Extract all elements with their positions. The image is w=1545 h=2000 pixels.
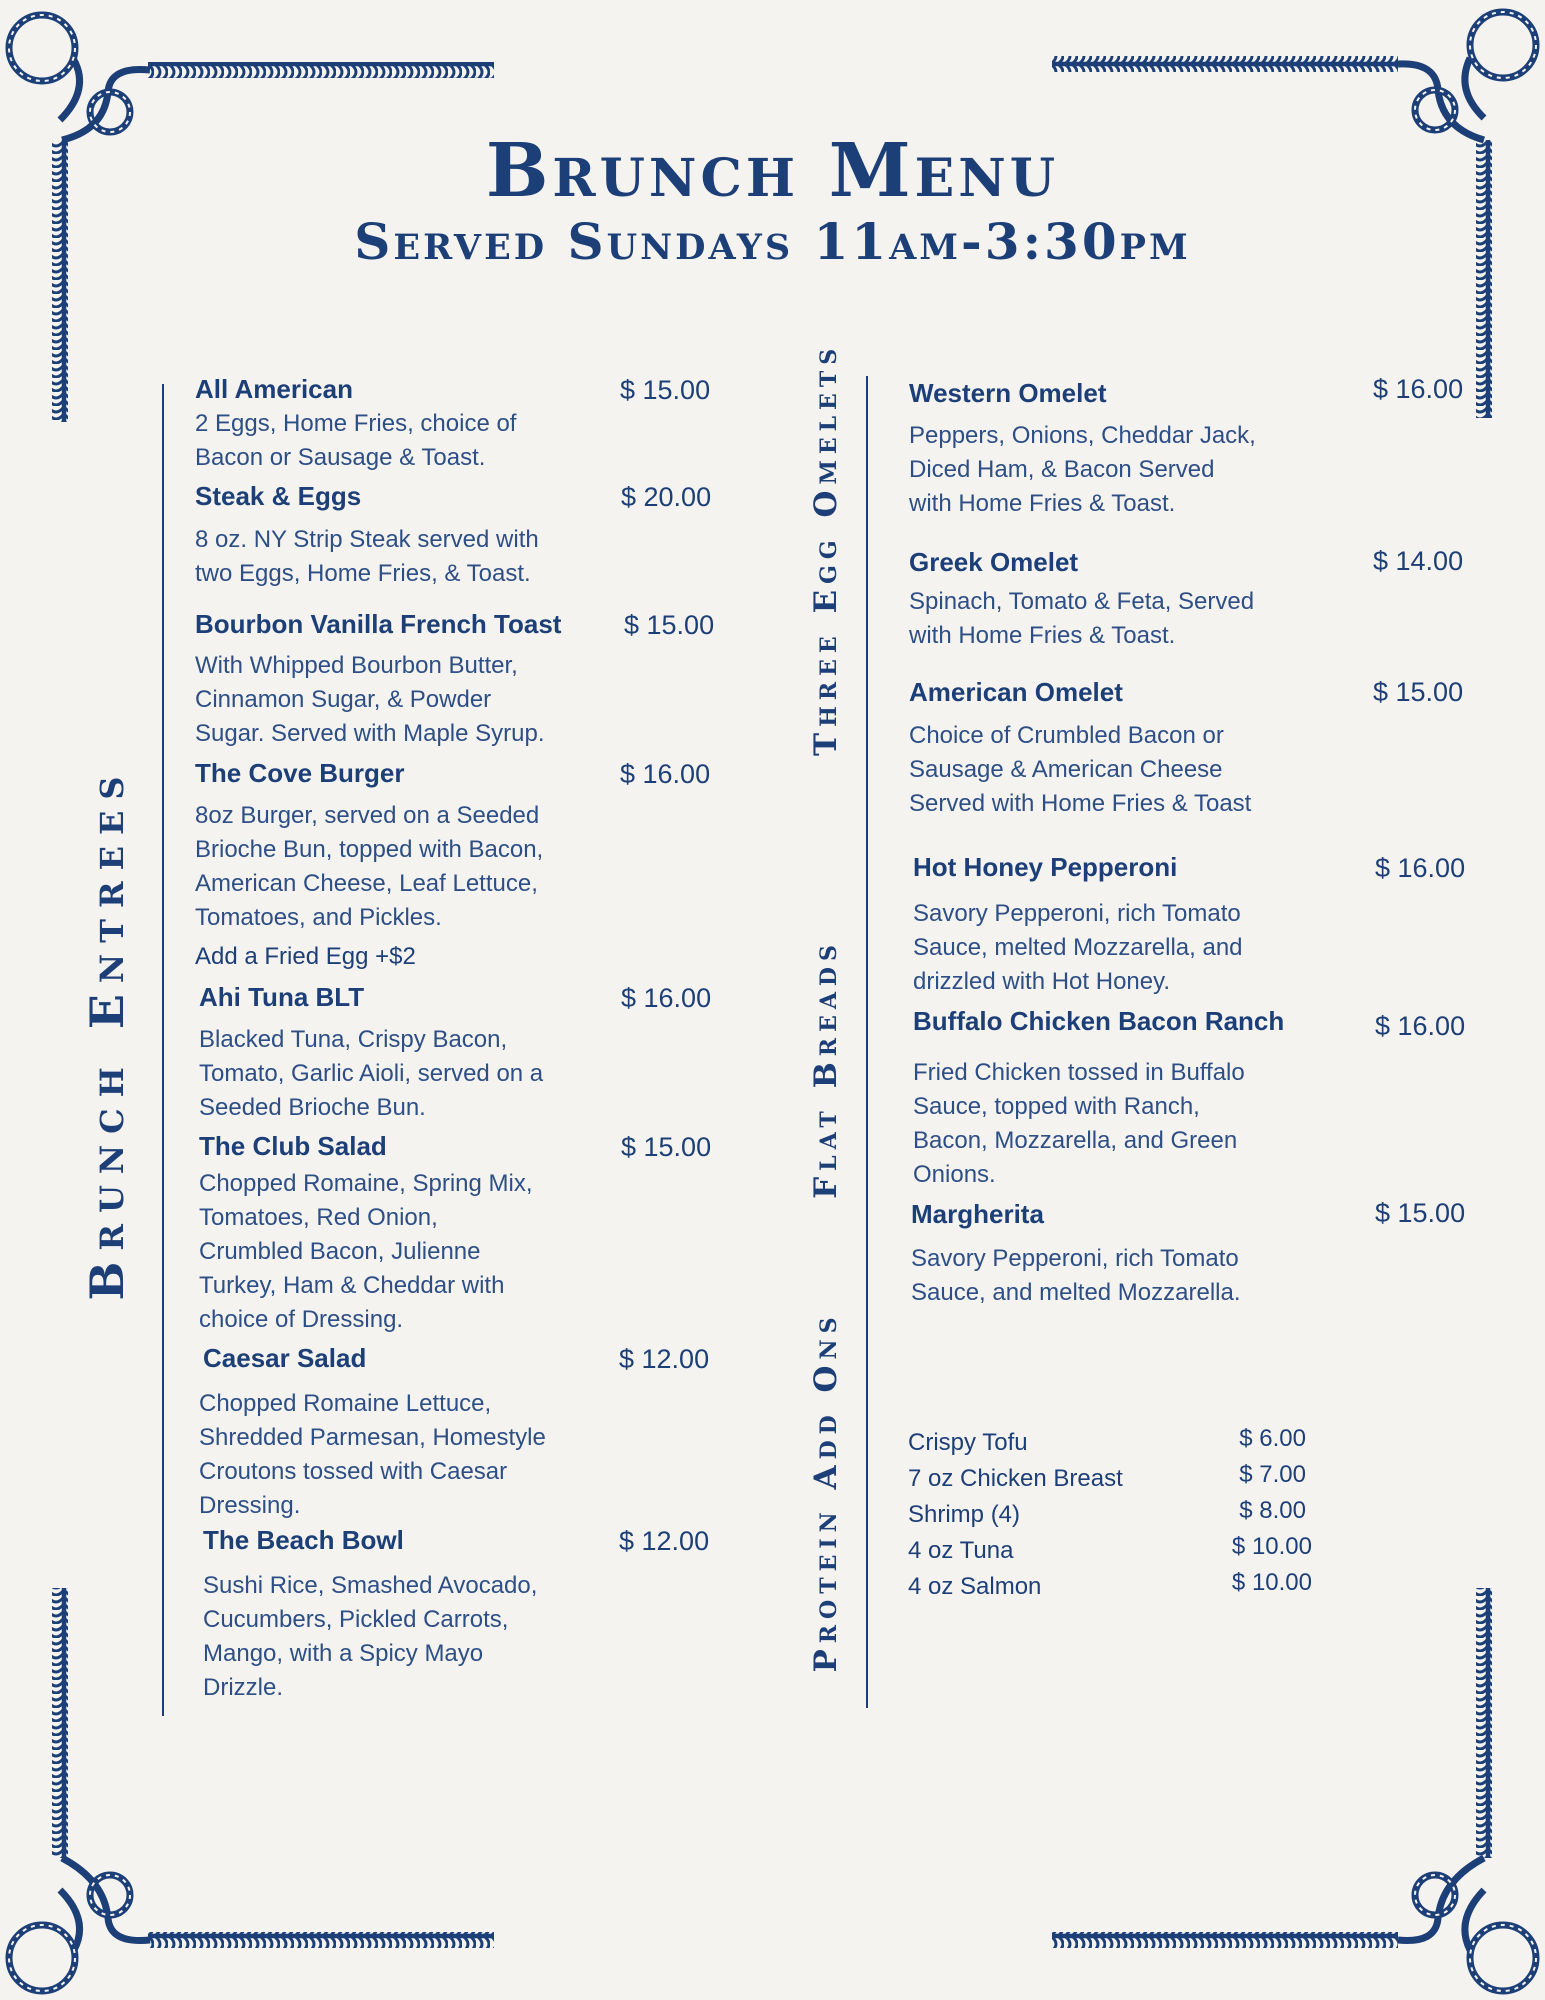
- menu-item-description: Sushi Rice, Smashed Avocado, Cucumbers, Pickled Carrots, Mango, with a Spicy Mayo Drizzle.: [203, 1572, 538, 1701]
- menu-item-price: $ 12.00: [619, 1526, 710, 1556]
- menu-item-name: Buffalo Chicken Bacon Ranch: [913, 1006, 1285, 1036]
- addon-row: [908, 1461, 1408, 1497]
- menu-subtitle: Served Sundays 11am-3:30pm: [354, 212, 1191, 271]
- menu-item-name: Steak & Eggs: [195, 481, 362, 511]
- addon-price: $ 8.00: [1239, 1497, 1306, 1524]
- menu-item-description: 8 oz. NY Strip Steak served with two Eggs, Home Fries, & Toast.: [195, 526, 539, 587]
- menu-item-name: Hot Honey Pepperoni: [913, 852, 1178, 882]
- addon-row: [908, 1569, 1408, 1605]
- menu-item-extra: Add a Fried Egg +$2: [195, 943, 416, 970]
- addon-row: [908, 1533, 1408, 1569]
- menu-item-name: Margherita: [911, 1199, 1044, 1229]
- menu-item-name: Caesar Salad: [203, 1343, 367, 1373]
- menu-item-description: Chopped Romaine, Spring Mix, Tomatoes, Red Onion, Crumbled Bacon, Julienne Turkey, Ham & Cheddar with choice of Dressing.: [199, 1170, 533, 1333]
- menu-item-name: The Beach Bowl: [203, 1525, 404, 1555]
- menu-item-price: $ 16.00: [1373, 374, 1464, 404]
- menu-item-description: Choice of Crumbled Bacon or Sausage & American Cheese Served with Home Fries & Toast: [909, 722, 1252, 817]
- addon-row: [908, 1425, 1408, 1461]
- menu-item-description: Spinach, Tomato & Feta, Served with Home Fries & Toast.: [909, 588, 1255, 649]
- addon-price: $ 10.00: [1231, 1533, 1312, 1560]
- menu-item-description: Blacked Tuna, Crispy Bacon, Tomato, Garlic Aioli, served on a Seeded Brioche Bun.: [199, 1026, 544, 1121]
- menu-item-price: $ 12.00: [619, 1344, 710, 1374]
- menu-item-price: $ 16.00: [620, 759, 711, 789]
- menu-item-description: Savory Pepperoni, rich Tomato Sauce, melted Mozzarella, and drizzled with Hot Honey.: [913, 900, 1243, 995]
- menu-item-price: $ 15.00: [1373, 677, 1464, 707]
- menu-item-price: $ 16.00: [1375, 853, 1466, 883]
- menu-item-name: All American: [195, 374, 353, 404]
- menu-item-name: Bourbon Vanilla French Toast: [195, 609, 562, 639]
- menu-title: Brunch Menu: [485, 128, 1060, 214]
- section-title-brunch-entrees: Brunch Entrees: [80, 765, 134, 1301]
- menu-item-name: The Cove Burger: [195, 758, 405, 788]
- addon-name: Crispy Tofu: [908, 1429, 1028, 1456]
- entrees-divider: [162, 384, 164, 1716]
- menu-item-description: 8oz Burger, served on a Seeded Brioche Bun, topped with Bacon, American Cheese, Leaf Lettuce, Tomatoes, and Pickles.: [195, 802, 544, 931]
- addon-name: 4 oz Salmon: [908, 1573, 1042, 1600]
- section-title-three-egg-omelets: Three Egg Omelets: [808, 342, 844, 756]
- protein-addons-list: [908, 1425, 1408, 1605]
- menu-item-price: $ 14.00: [1373, 546, 1464, 576]
- menu-item-price: $ 20.00: [621, 482, 712, 512]
- menu-item-description: Fried Chicken tossed in Buffalo Sauce, topped with Ranch, Bacon, Mozzarella, and Green Onions.: [913, 1059, 1245, 1188]
- menu-item-price: $ 15.00: [1375, 1198, 1466, 1228]
- menu-item-description: Peppers, Onions, Cheddar Jack, Diced Ham, & Bacon Served with Home Fries & Toast.: [909, 422, 1256, 517]
- addon-price: $ 6.00: [1239, 1425, 1306, 1452]
- right-column-divider: [866, 376, 868, 1708]
- section-title-flat-breads: Flat Breads: [808, 939, 844, 1199]
- addon-price: $ 7.00: [1239, 1461, 1306, 1488]
- menu-item-name: Ahi Tuna BLT: [199, 982, 365, 1012]
- menu-item-name: The Club Salad: [199, 1131, 387, 1161]
- menu-item-price: $ 16.00: [621, 983, 712, 1013]
- menu-item-description: Savory Pepperoni, rich Tomato Sauce, and melted Mozzarella.: [911, 1245, 1241, 1306]
- menu-item-description: With Whipped Bourbon Butter, Cinnamon Sugar, & Powder Sugar. Served with Maple Syrup.: [195, 652, 545, 747]
- section-title-protein-add-ons: Protein Add Ons: [808, 1311, 844, 1673]
- menu-item-name: Western Omelet: [909, 378, 1107, 408]
- menu-item-description: 2 Eggs, Home Fries, choice of Bacon or Sausage & Toast.: [195, 410, 517, 471]
- menu-item-price: $ 15.00: [620, 375, 711, 405]
- menu-item-name: American Omelet: [909, 677, 1123, 707]
- addon-name: Shrimp (4): [908, 1501, 1021, 1528]
- menu-item-price: $ 16.00: [1375, 1011, 1466, 1041]
- menu-item-price: $ 15.00: [621, 1132, 712, 1162]
- menu-item-name: Greek Omelet: [909, 547, 1079, 577]
- addon-row: [908, 1497, 1408, 1533]
- addon-name: 4 oz Tuna: [908, 1537, 1014, 1564]
- addon-price: $ 10.00: [1231, 1569, 1312, 1596]
- menu-item-description: Chopped Romaine Lettuce, Shredded Parmesan, Homestyle Croutons tossed with Caesar Dressing.: [199, 1390, 546, 1519]
- addon-name: 7 oz Chicken Breast: [908, 1465, 1123, 1492]
- menu-item-price: $ 15.00: [624, 610, 715, 640]
